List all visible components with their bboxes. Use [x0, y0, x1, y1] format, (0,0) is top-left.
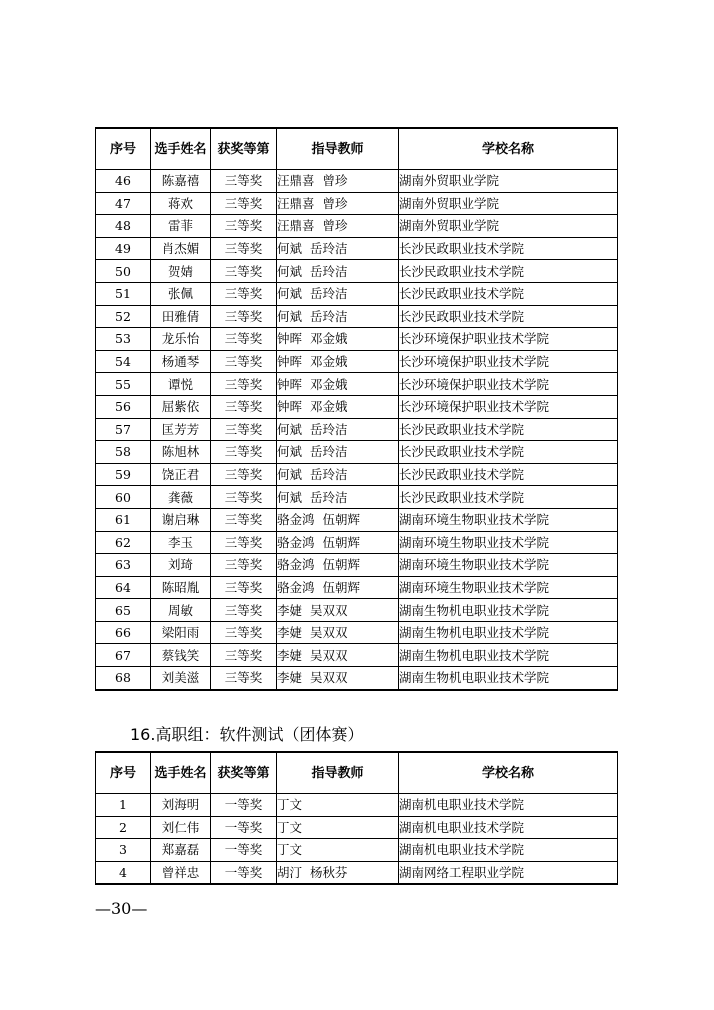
- cell-school: 湖南环境生物职业技术学院: [399, 576, 618, 599]
- cell-teachers: [277, 667, 399, 690]
- cell-school: 长沙民政职业技术学院: [399, 260, 618, 283]
- table-row: [96, 816, 618, 839]
- cell-name: 龙乐怡: [151, 328, 211, 351]
- teacher-name: 伍朝辉: [322, 557, 361, 573]
- cell-teachers: [277, 816, 399, 839]
- table-row: [96, 441, 618, 464]
- cell-award: 三等奖: [211, 554, 277, 577]
- cell-num: 1: [96, 794, 151, 817]
- cell-school: 长沙民政职业技术学院: [399, 237, 618, 260]
- cell-name: 雷菲: [151, 215, 211, 238]
- table-row: [96, 861, 618, 884]
- header-school: 学校名称: [399, 752, 618, 794]
- cell-award: 三等奖: [211, 328, 277, 351]
- cell-award: 一等奖: [211, 861, 277, 884]
- teacher-name: 骆金鸿: [277, 512, 315, 528]
- cell-name: 刘美滋: [151, 667, 211, 690]
- cell-award: 三等奖: [211, 237, 277, 260]
- cell-num: 3: [96, 839, 151, 862]
- cell-name: 谢启琳: [151, 508, 211, 531]
- cell-award: 三等奖: [211, 531, 277, 554]
- table-row: [96, 170, 618, 193]
- teacher-name: 骆金鸿: [277, 534, 315, 550]
- teacher-name: 伍朝辉: [322, 512, 361, 528]
- cell-num: 64: [96, 576, 151, 599]
- cell-num: 51: [96, 282, 151, 305]
- cell-teachers: [277, 215, 399, 238]
- cell-teachers: [277, 576, 399, 599]
- cell-name: 田雅倩: [151, 305, 211, 328]
- table-row: [96, 395, 618, 418]
- teacher-name: 岳玲洁: [310, 489, 348, 505]
- header-name: 选手姓名: [151, 752, 211, 794]
- cell-teachers: [277, 531, 399, 554]
- teacher-name: 李婕: [277, 647, 303, 663]
- header-num: 序号: [96, 128, 151, 170]
- cell-award: 一等奖: [211, 839, 277, 862]
- cell-school: 湖南外贸职业学院: [399, 170, 618, 193]
- teacher-name: 何斌: [277, 308, 303, 324]
- cell-teachers: [277, 554, 399, 577]
- cell-award: 三等奖: [211, 508, 277, 531]
- header-award: 获奖等第: [211, 128, 277, 170]
- cell-award: 三等奖: [211, 441, 277, 464]
- cell-award: 三等奖: [211, 170, 277, 193]
- cell-teachers: [277, 170, 399, 193]
- cell-school: 湖南生物机电职业技术学院: [399, 621, 618, 644]
- cell-teachers: [277, 486, 399, 509]
- teacher-name: 岳玲洁: [310, 241, 348, 257]
- cell-teachers: [277, 508, 399, 531]
- teacher-name: 钟晖: [277, 331, 303, 347]
- teacher-name: 岳玲洁: [310, 444, 348, 460]
- cell-award: 三等奖: [211, 621, 277, 644]
- cell-teachers: [277, 441, 399, 464]
- teacher-name: 岳玲洁: [310, 308, 348, 324]
- cell-award: 一等奖: [211, 816, 277, 839]
- cell-award: 三等奖: [211, 667, 277, 690]
- cell-num: 4: [96, 861, 151, 884]
- cell-teachers: [277, 794, 399, 817]
- table-row: [96, 486, 618, 509]
- table-header-row: [96, 128, 618, 170]
- cell-num: 55: [96, 373, 151, 396]
- page-number: —30—: [95, 899, 148, 918]
- table-row: [96, 215, 618, 238]
- teacher-name: 邓金娥: [310, 376, 348, 392]
- cell-teachers: [277, 305, 399, 328]
- cell-school: 湖南机电职业技术学院: [399, 839, 618, 862]
- cell-school: 长沙民政职业技术学院: [399, 441, 618, 464]
- cell-teachers: [277, 282, 399, 305]
- teacher-name: 曾珍: [322, 173, 348, 189]
- cell-school: 湖南生物机电职业技术学院: [399, 667, 618, 690]
- cell-school: 长沙民政职业技术学院: [399, 305, 618, 328]
- cell-num: 59: [96, 463, 151, 486]
- cell-num: 47: [96, 192, 151, 215]
- header-school: 学校名称: [399, 128, 618, 170]
- table-row: [96, 794, 618, 817]
- teacher-name: 吴双双: [310, 670, 348, 686]
- award-table-1-body: [96, 170, 618, 690]
- cell-award: 三等奖: [211, 350, 277, 373]
- cell-num: 52: [96, 305, 151, 328]
- cell-name: 周敏: [151, 599, 211, 622]
- cell-name: 饶正君: [151, 463, 211, 486]
- cell-teachers: [277, 260, 399, 283]
- teacher-name: 何斌: [277, 489, 303, 505]
- cell-school: 湖南环境生物职业技术学院: [399, 508, 618, 531]
- cell-school: 长沙民政职业技术学院: [399, 282, 618, 305]
- cell-name: 刘海明: [151, 794, 211, 817]
- cell-award: 一等奖: [211, 794, 277, 817]
- cell-teachers: [277, 192, 399, 215]
- cell-school: 长沙民政职业技术学院: [399, 463, 618, 486]
- teacher-name: 吴双双: [310, 602, 348, 618]
- cell-school: 湖南生物机电职业技术学院: [399, 599, 618, 622]
- cell-award: 三等奖: [211, 418, 277, 441]
- cell-award: 三等奖: [211, 644, 277, 667]
- cell-school: 湖南机电职业技术学院: [399, 816, 618, 839]
- cell-award: 三等奖: [211, 305, 277, 328]
- table-row: [96, 554, 618, 577]
- cell-name: 陈昭胤: [151, 576, 211, 599]
- teacher-name: 邓金娥: [310, 331, 348, 347]
- cell-name: 陈嘉禧: [151, 170, 211, 193]
- cell-name: 屈紫依: [151, 395, 211, 418]
- cell-award: 三等奖: [211, 373, 277, 396]
- table-row: [96, 599, 618, 622]
- cell-teachers: [277, 599, 399, 622]
- teacher-name: 曾珍: [322, 218, 348, 234]
- table-row: [96, 418, 618, 441]
- table-row: [96, 260, 618, 283]
- cell-school: 湖南环境生物职业技术学院: [399, 554, 618, 577]
- cell-school: 长沙民政职业技术学院: [399, 486, 618, 509]
- cell-teachers: [277, 328, 399, 351]
- cell-award: 三等奖: [211, 395, 277, 418]
- table-row: [96, 667, 618, 690]
- cell-num: 48: [96, 215, 151, 238]
- teacher-name: 丁文: [277, 797, 303, 813]
- cell-award: 三等奖: [211, 599, 277, 622]
- cell-num: 57: [96, 418, 151, 441]
- table-row: [96, 644, 618, 667]
- cell-name: 李玉: [151, 531, 211, 554]
- cell-num: 58: [96, 441, 151, 464]
- teacher-name: 邓金娥: [310, 399, 348, 415]
- cell-teachers: [277, 350, 399, 373]
- teacher-name: 钟晖: [277, 376, 303, 392]
- cell-name: 郑嘉磊: [151, 839, 211, 862]
- cell-num: 66: [96, 621, 151, 644]
- cell-num: 62: [96, 531, 151, 554]
- cell-num: 60: [96, 486, 151, 509]
- header-name: 选手姓名: [151, 128, 211, 170]
- cell-award: 三等奖: [211, 260, 277, 283]
- teacher-name: 丁文: [277, 819, 303, 835]
- teacher-name: 曾珍: [322, 195, 348, 211]
- teacher-name: 岳玲洁: [310, 467, 348, 483]
- teacher-name: 何斌: [277, 286, 303, 302]
- cell-num: 67: [96, 644, 151, 667]
- teacher-name: 何斌: [277, 263, 303, 279]
- cell-teachers: [277, 621, 399, 644]
- cell-num: 49: [96, 237, 151, 260]
- table-row: [96, 328, 618, 351]
- teacher-name: 钟晖: [277, 399, 303, 415]
- cell-school: 湖南网络工程职业学院: [399, 861, 618, 884]
- cell-teachers: [277, 861, 399, 884]
- cell-name: 蒋欢: [151, 192, 211, 215]
- table-row: [96, 508, 618, 531]
- teacher-name: 岳玲洁: [310, 421, 348, 437]
- cell-name: 陈旭林: [151, 441, 211, 464]
- table-row: [96, 531, 618, 554]
- teacher-name: 钟晖: [277, 354, 303, 370]
- cell-name: 梁阳雨: [151, 621, 211, 644]
- header-teacher: 指导教师: [277, 128, 399, 170]
- cell-name: 匡芳芳: [151, 418, 211, 441]
- cell-name: 贺婧: [151, 260, 211, 283]
- table-row: [96, 839, 618, 862]
- cell-name: 肖杰媚: [151, 237, 211, 260]
- teacher-name: 何斌: [277, 241, 303, 257]
- cell-num: 63: [96, 554, 151, 577]
- cell-teachers: [277, 237, 399, 260]
- table-row: [96, 463, 618, 486]
- cell-award: 三等奖: [211, 192, 277, 215]
- table-row: [96, 282, 618, 305]
- table-row: [96, 350, 618, 373]
- cell-school: 长沙环境保护职业技术学院: [399, 350, 618, 373]
- cell-teachers: [277, 839, 399, 862]
- teacher-name: 何斌: [277, 421, 303, 437]
- header-award: 获奖等第: [211, 752, 277, 794]
- cell-school: 长沙环境保护职业技术学院: [399, 373, 618, 396]
- teacher-name: 骆金鸿: [277, 557, 315, 573]
- cell-teachers: [277, 418, 399, 441]
- teacher-name: 骆金鸿: [277, 579, 315, 595]
- table-row: [96, 237, 618, 260]
- cell-school: 湖南机电职业技术学院: [399, 794, 618, 817]
- teacher-name: 杨秋芬: [310, 865, 348, 881]
- table-row: [96, 373, 618, 396]
- cell-num: 2: [96, 816, 151, 839]
- cell-award: 三等奖: [211, 486, 277, 509]
- cell-award: 三等奖: [211, 215, 277, 238]
- teacher-name: 伍朝辉: [322, 579, 361, 595]
- cell-name: 刘仁伟: [151, 816, 211, 839]
- cell-name: 杨通琴: [151, 350, 211, 373]
- cell-name: 张佩: [151, 282, 211, 305]
- cell-school: 湖南外贸职业学院: [399, 192, 618, 215]
- cell-school: 长沙环境保护职业技术学院: [399, 328, 618, 351]
- cell-name: 刘琦: [151, 554, 211, 577]
- teacher-name: 李婕: [277, 602, 303, 618]
- header-num: 序号: [96, 752, 151, 794]
- cell-award: 三等奖: [211, 282, 277, 305]
- teacher-name: 胡汀: [277, 865, 303, 881]
- cell-school: 湖南外贸职业学院: [399, 215, 618, 238]
- table-row: [96, 305, 618, 328]
- cell-num: 50: [96, 260, 151, 283]
- cell-teachers: [277, 373, 399, 396]
- award-table-2: [95, 751, 618, 885]
- table-row: [96, 621, 618, 644]
- award-table-2-body: [96, 794, 618, 885]
- table-header-row: [96, 752, 618, 794]
- header-teacher: 指导教师: [277, 752, 399, 794]
- cell-name: 龚薇: [151, 486, 211, 509]
- cell-num: 68: [96, 667, 151, 690]
- teacher-name: 丁文: [277, 842, 303, 858]
- teacher-name: 汪鼎喜: [277, 195, 315, 211]
- teacher-name: 岳玲洁: [310, 286, 348, 302]
- cell-school: 湖南环境生物职业技术学院: [399, 531, 618, 554]
- teacher-name: 邓金娥: [310, 354, 348, 370]
- cell-name: 蔡钱笑: [151, 644, 211, 667]
- cell-name: 谭悦: [151, 373, 211, 396]
- cell-award: 三等奖: [211, 576, 277, 599]
- section-title: 16.高职组：软件测试（团体赛）: [130, 725, 364, 744]
- teacher-name: 李婕: [277, 670, 303, 686]
- cell-num: 65: [96, 599, 151, 622]
- teacher-name: 吴双双: [310, 625, 348, 641]
- teacher-name: 汪鼎喜: [277, 173, 315, 189]
- teacher-name: 吴双双: [310, 647, 348, 663]
- cell-name: 曾祥忠: [151, 861, 211, 884]
- table-row: [96, 192, 618, 215]
- teacher-name: 李婕: [277, 625, 303, 641]
- cell-num: 46: [96, 170, 151, 193]
- cell-num: 53: [96, 328, 151, 351]
- table-row: [96, 576, 618, 599]
- cell-teachers: [277, 463, 399, 486]
- teacher-name: 伍朝辉: [322, 534, 361, 550]
- cell-teachers: [277, 644, 399, 667]
- cell-num: 61: [96, 508, 151, 531]
- teacher-name: 何斌: [277, 444, 303, 460]
- cell-award: 三等奖: [211, 463, 277, 486]
- teacher-name: 岳玲洁: [310, 263, 348, 279]
- teacher-name: 汪鼎喜: [277, 218, 315, 234]
- teacher-name: 何斌: [277, 467, 303, 483]
- cell-school: 长沙环境保护职业技术学院: [399, 395, 618, 418]
- cell-teachers: [277, 395, 399, 418]
- award-table-1: [95, 127, 618, 691]
- cell-school: 长沙民政职业技术学院: [399, 418, 618, 441]
- cell-num: 56: [96, 395, 151, 418]
- cell-school: 湖南生物机电职业技术学院: [399, 644, 618, 667]
- cell-num: 54: [96, 350, 151, 373]
